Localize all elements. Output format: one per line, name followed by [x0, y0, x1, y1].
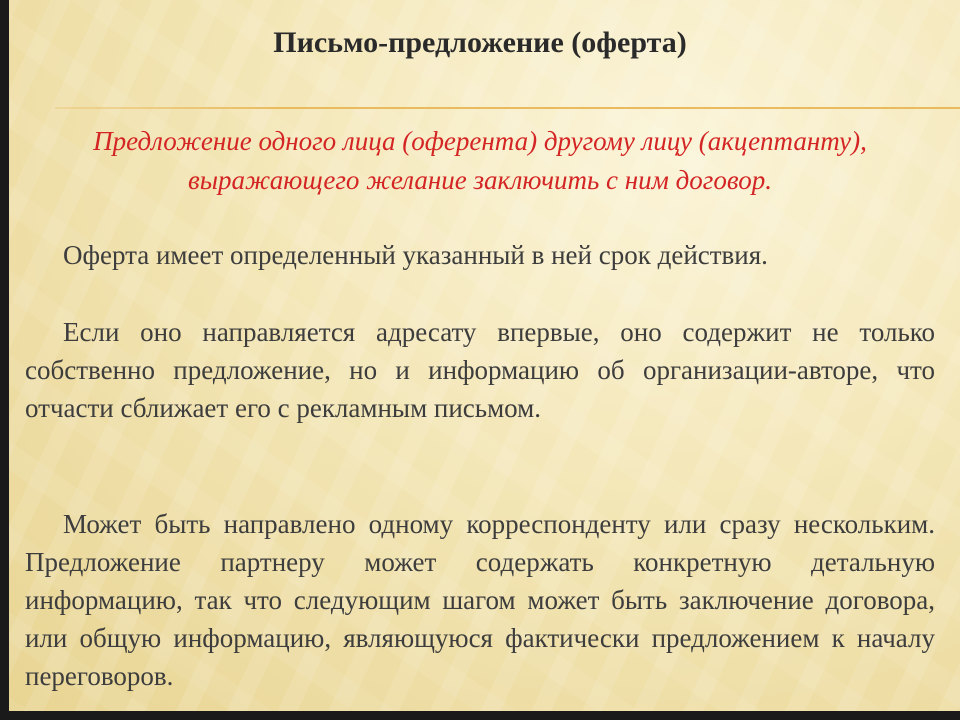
paragraph-first-contact: Если оно направляется адресату впервые, оно содержит не только собственно предложение, но и информацию об организации-авторе, что отчасти сближает его с рекламным письмом.: [25, 317, 935, 423]
definition-text: Предложение одного лица (оферента) другому лицу (акцептанту), выражающего желание заключить с ним договор.: [93, 126, 867, 195]
slide-frame-left: [0, 0, 9, 720]
title-divider: [55, 107, 960, 109]
slide-frame-bottom: [0, 711, 960, 720]
paragraph-validity: Оферта имеет определенный указанный в ней срок действия.: [63, 240, 768, 270]
slide-title: Письмо-предложение (оферта): [273, 26, 687, 59]
paragraph-recipients: Может быть направлено одному корреспонденту или сразу нескольким. Предложение партнеру может содержать конкретную детальную информацию, так что следующим шагом может быть заключение договора, или общую информацию, являющуюся фактически предложением к началу переговоров.: [25, 509, 935, 691]
